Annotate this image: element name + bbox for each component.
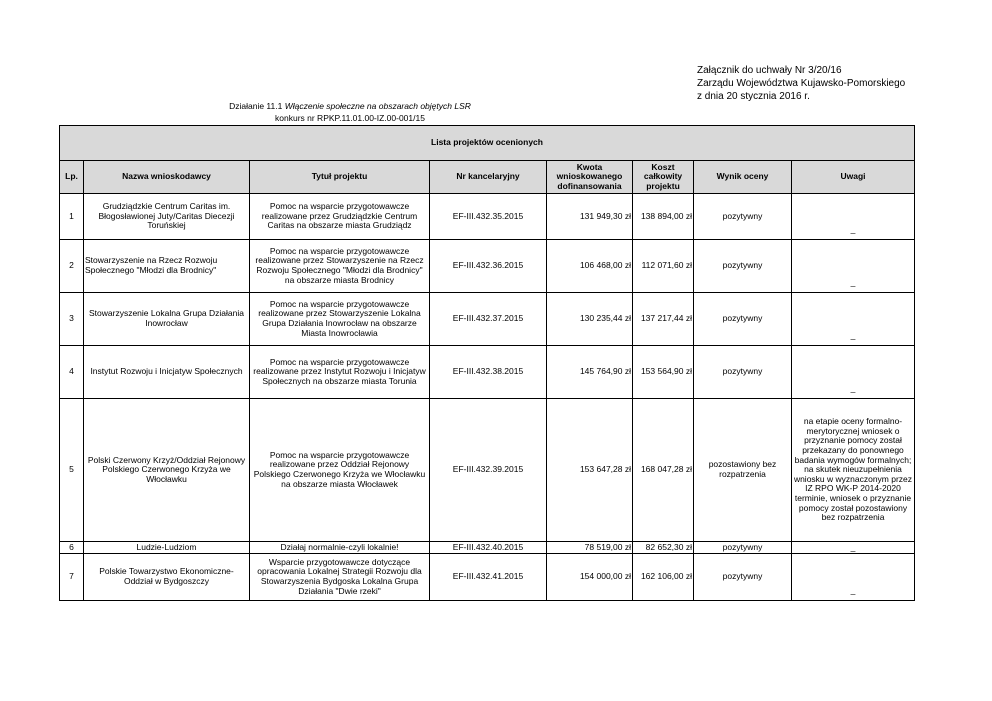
cell-notes: _ — [792, 240, 915, 293]
cell-project-title: Wsparcie przygotowawcze dotyczące opracowania Lokalnej Strategii Rozwoju dla Stowarzyszenia Bydgoska Lokalna Grupa Działania "Dwie rzeki" — [250, 554, 430, 601]
cell-amount: 130 235,44 zł — [547, 293, 633, 346]
header-lp: Lp. — [60, 161, 84, 194]
cell-lp: 3 — [60, 293, 84, 346]
action-title-italic: Włączenie społeczne na obszarach objętych LSR — [284, 101, 471, 111]
cell-total-cost: 112 071,60 zł — [633, 240, 694, 293]
table-header-row — [60, 161, 915, 194]
cell-lp: 6 — [60, 542, 84, 554]
cell-result: pozytywny — [694, 240, 792, 293]
cell-lp: 5 — [60, 399, 84, 542]
cell-applicant: Polskie Towarzystwo Ekonomiczne-Oddział w Bydgoszczy — [84, 554, 250, 601]
cell-project-title: Pomoc na wsparcie przygotowawcze realizowane przez Stowarzyszenie na Rzecz Rozwoju Społecznego "Młodzi dla Brodnicy" na obszarze miasta Brodnicy — [250, 240, 430, 293]
header-result: Wynik oceny — [694, 161, 792, 194]
header-notes: Uwagi — [792, 161, 915, 194]
table-row — [60, 293, 915, 346]
annex-header — [697, 64, 905, 103]
annex-line-3: z dnia 20 stycznia 2016 r. — [697, 91, 810, 102]
cell-applicant: Stowarzyszenie Lokalna Grupa Działania Inowrocław — [84, 293, 250, 346]
header-amount: Kwota wnioskowanego dofinansowania — [547, 161, 633, 194]
cell-reference: EF-III.432.39.2015 — [430, 399, 547, 542]
table-title: Lista projektów ocenionych — [60, 126, 915, 161]
cell-notes: _ — [792, 293, 915, 346]
cell-total-cost: 153 564,90 zł — [633, 346, 694, 399]
cell-reference: EF-III.432.38.2015 — [430, 346, 547, 399]
cell-project-title: Działaj normalnie-czyli lokalnie! — [250, 542, 430, 554]
action-title — [0, 101, 700, 112]
table-row — [60, 194, 915, 240]
cell-result: pozostawiony bez rozpatrzenia — [694, 399, 792, 542]
cell-project-title: Pomoc na wsparcie przygotowawcze realizowane przez Stowarzyszenie Lokalna Grupa Działania Inowrocław na obszarze Miasta Inowrocławia — [250, 293, 430, 346]
table-row — [60, 542, 915, 554]
cell-result: pozytywny — [694, 346, 792, 399]
cell-applicant: Grudziądzkie Centrum Caritas im. Błogosławionej Juty/Caritas Diecezji Toruńskiej — [84, 194, 250, 240]
cell-total-cost: 162 106,00 zł — [633, 554, 694, 601]
header-project-title: Tytuł projektu — [250, 161, 430, 194]
table-row — [60, 554, 915, 601]
annex-line-2: Zarządu Województwa Kujawsko-Pomorskiego — [697, 78, 906, 89]
projects-table — [59, 125, 915, 601]
cell-notes: _ — [792, 542, 915, 554]
cell-result: pozytywny — [694, 554, 792, 601]
cell-project-title: Pomoc na wsparcie przygotowawcze realizowane przez Instytut Rozwoju i Inicjatyw Społecznych na obszarze miasta Toruniа — [250, 346, 430, 399]
table-row — [60, 240, 915, 293]
cell-reference: EF-III.432.41.2015 — [430, 554, 547, 601]
cell-amount: 145 764,90 zł — [547, 346, 633, 399]
cell-applicant: Instytut Rozwoju i Inicjatyw Społecznych — [84, 346, 250, 399]
cell-project-title: Pomoc na wsparcie przygotowawcze realizowane przez Grudziądzkie Centrum Caritas na obszarze miasta Grudziądz — [250, 194, 430, 240]
cell-total-cost: 138 894,00 zł — [633, 194, 694, 240]
cell-total-cost: 168 047,28 zł — [633, 399, 694, 542]
table-row — [60, 399, 915, 542]
cell-amount: 153 647,28 zł — [547, 399, 633, 542]
header-total-cost: Koszt całkowity projektu — [633, 161, 694, 194]
cell-reference: EF-III.432.37.2015 — [430, 293, 547, 346]
cell-lp: 2 — [60, 240, 84, 293]
action-prefix: Działanie 11.1 — [229, 101, 285, 111]
cell-applicant: Ludzie-Ludziom — [84, 542, 250, 554]
cell-notes: _ — [792, 346, 915, 399]
cell-notes: na etapie oceny formalno-merytorycznej wniosek o przyznanie pomocy został przekazany do ponownego badania wymogów formalnych; na skutek nieuzupełnienia wniosku w wyznaczonym przez IZ RPO WK-P 2014-2020 terminie, wniosek o przyznanie pomocy został pozostawiony bez rozpatrzenia — [792, 399, 915, 542]
cell-notes: _ — [792, 554, 915, 601]
annex-line-1: Załącznik do uchwały Nr 3/20/16 — [697, 65, 842, 76]
cell-lp: 7 — [60, 554, 84, 601]
cell-lp: 4 — [60, 346, 84, 399]
competition-number: konkurs nr RPKP.11.01.00-IZ.00-001/15 — [275, 113, 425, 123]
cell-project-title: Pomoc na wsparcie przygotowawcze realizowane przez Oddział Rejonowy Polskiego Czerwonego Krzyża we Włocławku na obszarze miasta Włocławek — [250, 399, 430, 542]
cell-amount: 78 519,00 zł — [547, 542, 633, 554]
cell-amount: 131 949,30 zł — [547, 194, 633, 240]
cell-reference: EF-III.432.35.2015 — [430, 194, 547, 240]
cell-total-cost: 82 652,30 zł — [633, 542, 694, 554]
cell-lp: 1 — [60, 194, 84, 240]
cell-reference: EF-III.432.36.2015 — [430, 240, 547, 293]
table-row — [60, 346, 915, 399]
header-reference: Nr kancelaryjny — [430, 161, 547, 194]
cell-notes: _ — [792, 194, 915, 240]
cell-amount: 154 000,00 zł — [547, 554, 633, 601]
cell-result: pozytywny — [694, 542, 792, 554]
cell-result: pozytywny — [694, 194, 792, 240]
cell-result: pozytywny — [694, 293, 792, 346]
cell-applicant: Stowarzyszenie na Rzecz Rozwoju Społecznego "Młodzi dla Brodnicy" — [84, 240, 250, 293]
cell-amount: 106 468,00 zł — [547, 240, 633, 293]
cell-reference: EF-III.432.40.2015 — [430, 542, 547, 554]
cell-total-cost: 137 217,44 zł — [633, 293, 694, 346]
cell-applicant: Polski Czerwony Krzyż/Oddział Rejonowy Polskiego Czerwonego Krzyża we Włocławku — [84, 399, 250, 542]
header-applicant: Nazwa wnioskodawcy — [84, 161, 250, 194]
